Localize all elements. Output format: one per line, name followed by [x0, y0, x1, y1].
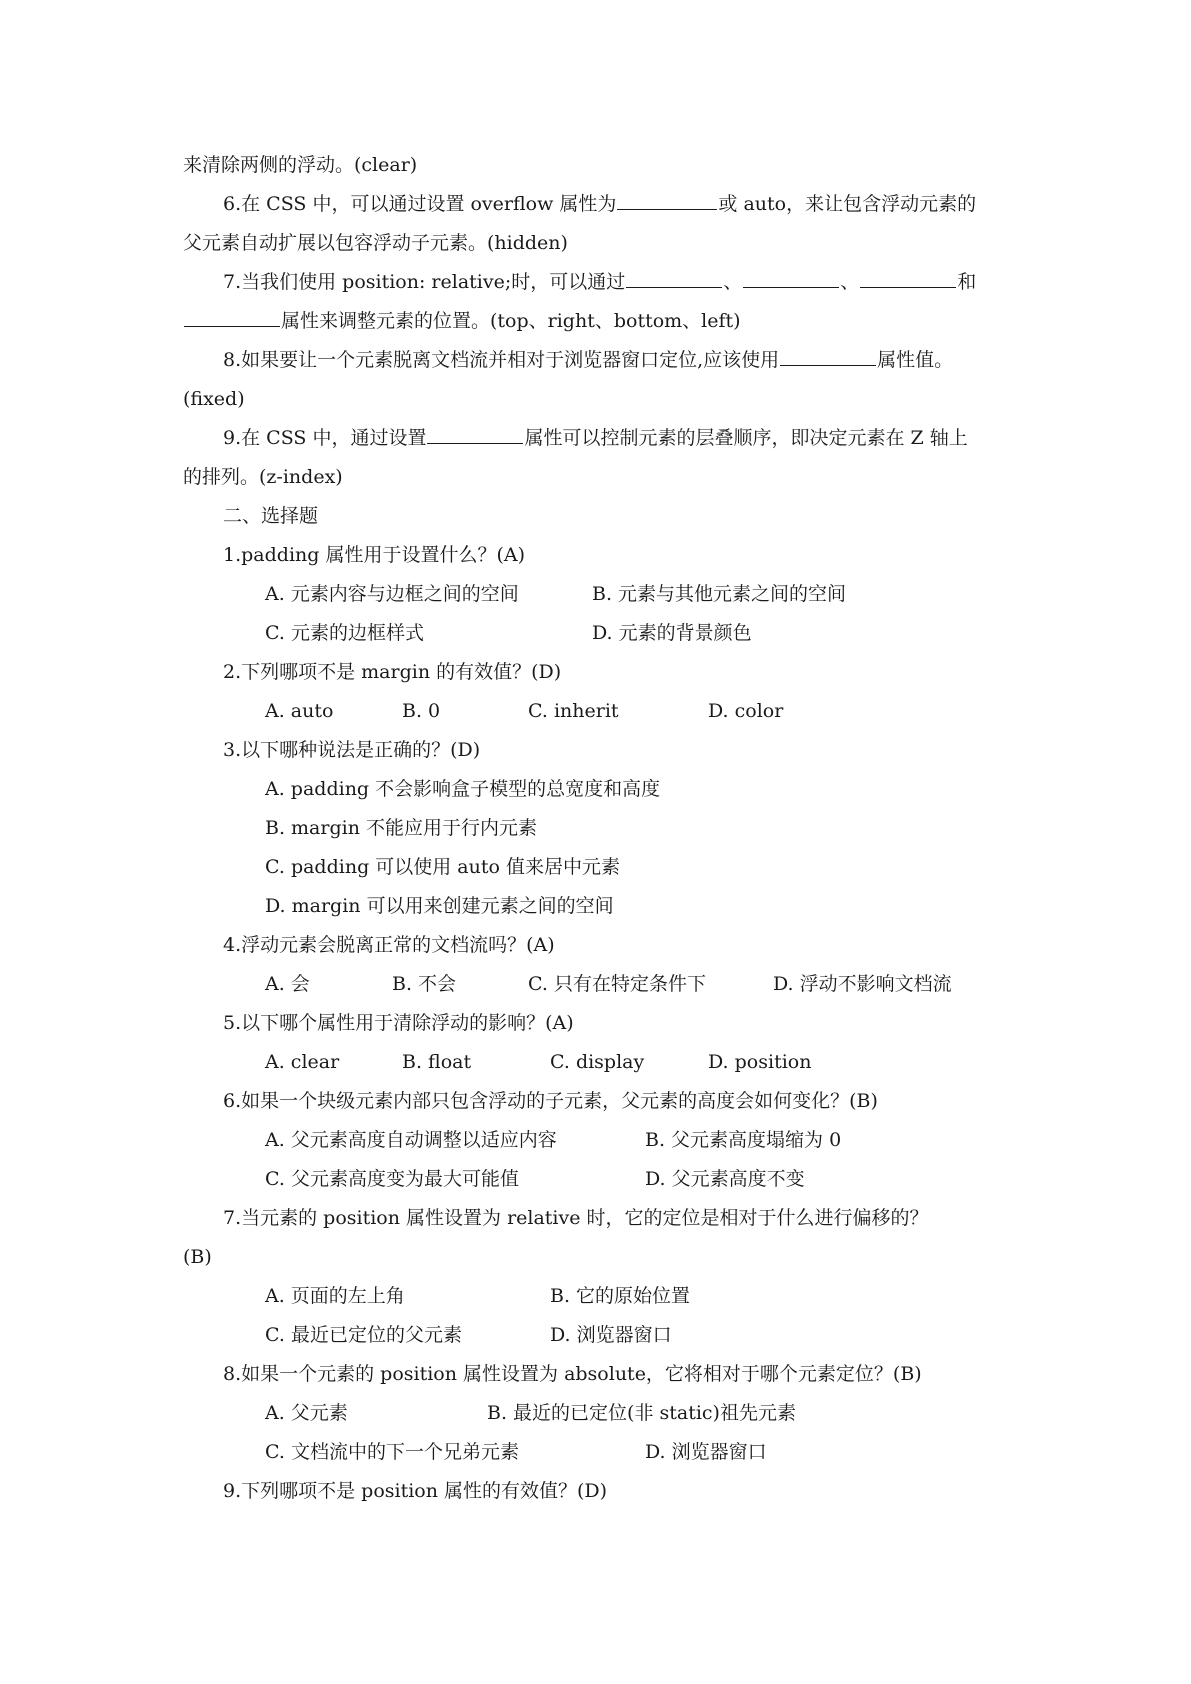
choice-q2-opt-c: C. inherit [528, 700, 619, 722]
fill-q8-post: 属性值。 [877, 349, 954, 371]
fill-q9-line1 [223, 425, 968, 451]
choice-q8-opt-b: B. 最近的已定位(非 static)祖先元素 [487, 1402, 796, 1424]
fill-q7-post: 和 [957, 271, 977, 293]
section-title: 二、选择题 [223, 505, 319, 527]
fill-blank [184, 308, 280, 327]
fill-q6-line2: 父元素自动扩展以包容浮动子元素。(hidden) [183, 232, 568, 254]
choice-q1-opt-b: B. 元素与其他元素之间的空间 [592, 583, 847, 605]
choice-q6-opt-a: A. 父元素高度自动调整以适应内容 [265, 1129, 557, 1151]
choice-q7-opt-a: A. 页面的左上角 [265, 1285, 405, 1307]
choice-q4: 4.浮动元素会脱离正常的文档流吗？(A) [223, 934, 555, 956]
choice-q5-opt-c: C. display [550, 1051, 645, 1073]
fill-q8-line1 [223, 347, 953, 373]
choice-q8-opt-d: D. 浏览器窗口 [645, 1441, 767, 1463]
choice-q2-opt-b: B. 0 [402, 700, 441, 722]
choice-q3: 3.以下哪种说法是正确的？(D) [223, 739, 481, 761]
fill-blank [743, 269, 839, 288]
fill-q6-line1 [223, 191, 976, 217]
q5-tail: 来清除两侧的浮动。(clear) [183, 154, 418, 176]
fill-q7-line1 [223, 269, 976, 295]
choice-q3-opt-d: D. margin 可以用来创建元素之间的空间 [265, 895, 614, 917]
choice-q4-opt-d: D. 浮动不影响文档流 [773, 973, 952, 995]
choice-q6: 6.如果一个块级元素内部只包含浮动的子元素，父元素的高度会如何变化？(B) [223, 1090, 878, 1112]
choice-q5-opt-b: B. float [402, 1051, 472, 1073]
fill-q7-sep1: 、 [723, 271, 743, 293]
choice-q1: 1.padding 属性用于设置什么？(A) [223, 544, 526, 566]
fill-blank [617, 191, 717, 210]
choice-q3-opt-b: B. margin 不能应用于行内元素 [265, 817, 537, 839]
choice-q8-opt-c: C. 文档流中的下一个兄弟元素 [265, 1441, 519, 1463]
fill-q7-line2 [183, 308, 741, 334]
fill-q6-post: 或 auto，来让包含浮动元素的 [718, 193, 977, 215]
fill-q6-pre: 6.在 CSS 中，可以通过设置 overflow 属性为 [223, 193, 617, 215]
choice-q5-opt-d: D. position [708, 1051, 812, 1073]
fill-blank [780, 347, 876, 366]
fill-q8-line2: (fixed) [183, 388, 245, 410]
choice-q8: 8.如果一个元素的 position 属性设置为 absolute，它将相对于哪个元素定位？(B) [223, 1363, 922, 1385]
fill-q7-sep2: 、 [840, 271, 860, 293]
choice-q7-opt-c: C. 最近已定位的父元素 [265, 1324, 462, 1346]
fill-q9-line2: 的排列。(z-index) [183, 466, 343, 488]
choice-q9: 9.下列哪项不是 position 属性的有效值？(D) [223, 1480, 608, 1502]
fill-blank [427, 425, 523, 444]
choice-q1-opt-d: D. 元素的背景颜色 [592, 622, 752, 644]
fill-q7-line2-post: 属性来调整元素的位置。(top、right、bottom、left) [281, 310, 741, 332]
choice-q8-opt-a: A. 父元素 [265, 1402, 348, 1424]
fill-blank [626, 269, 722, 288]
choice-q1-opt-c: C. 元素的边框样式 [265, 622, 424, 644]
choice-q3-opt-a: A. padding 不会影响盒子模型的总宽度和高度 [265, 778, 661, 800]
choice-q7-opt-d: D. 浏览器窗口 [550, 1324, 672, 1346]
choice-q3-opt-c: C. padding 可以使用 auto 值来居中元素 [265, 856, 620, 878]
choice-q5-opt-a: A. clear [265, 1051, 340, 1073]
fill-q8-pre: 8.如果要让一个元素脱离文档流并相对于浏览器窗口定位,应该使用 [223, 349, 780, 371]
choice-q2-opt-d: D. color [708, 700, 784, 722]
choice-q2: 2.下列哪项不是 margin 的有效值？(D) [223, 661, 562, 683]
fill-q9-post: 属性可以控制元素的层叠顺序，即决定元素在 Z 轴上 [524, 427, 968, 449]
choice-q1-opt-a: A. 元素内容与边框之间的空间 [265, 583, 519, 605]
fill-blank [860, 269, 956, 288]
choice-q7-opt-b: B. 它的原始位置 [550, 1285, 691, 1307]
choice-q6-opt-c: C. 父元素高度变为最大可能值 [265, 1168, 519, 1190]
choice-q2-opt-a: A. auto [265, 700, 334, 722]
choice-q7: 7.当元素的 position 属性设置为 relative 时，它的定位是相对于什么进行偏移的？ [223, 1207, 929, 1229]
choice-q6-opt-b: B. 父元素高度塌缩为 0 [645, 1129, 842, 1151]
fill-q9-pre: 9.在 CSS 中，通过设置 [223, 427, 427, 449]
choice-q7-line2: (B) [183, 1246, 212, 1268]
fill-q7-pre: 7.当我们使用 position: relative;时，可以通过 [223, 271, 626, 293]
choice-q4-opt-a: A. 会 [265, 973, 310, 995]
choice-q6-opt-d: D. 父元素高度不变 [645, 1168, 805, 1190]
choice-q4-opt-b: B. 不会 [392, 973, 457, 995]
choice-q5: 5.以下哪个属性用于清除浮动的影响？(A) [223, 1012, 574, 1034]
choice-q4-opt-c: C. 只有在特定条件下 [528, 973, 706, 995]
